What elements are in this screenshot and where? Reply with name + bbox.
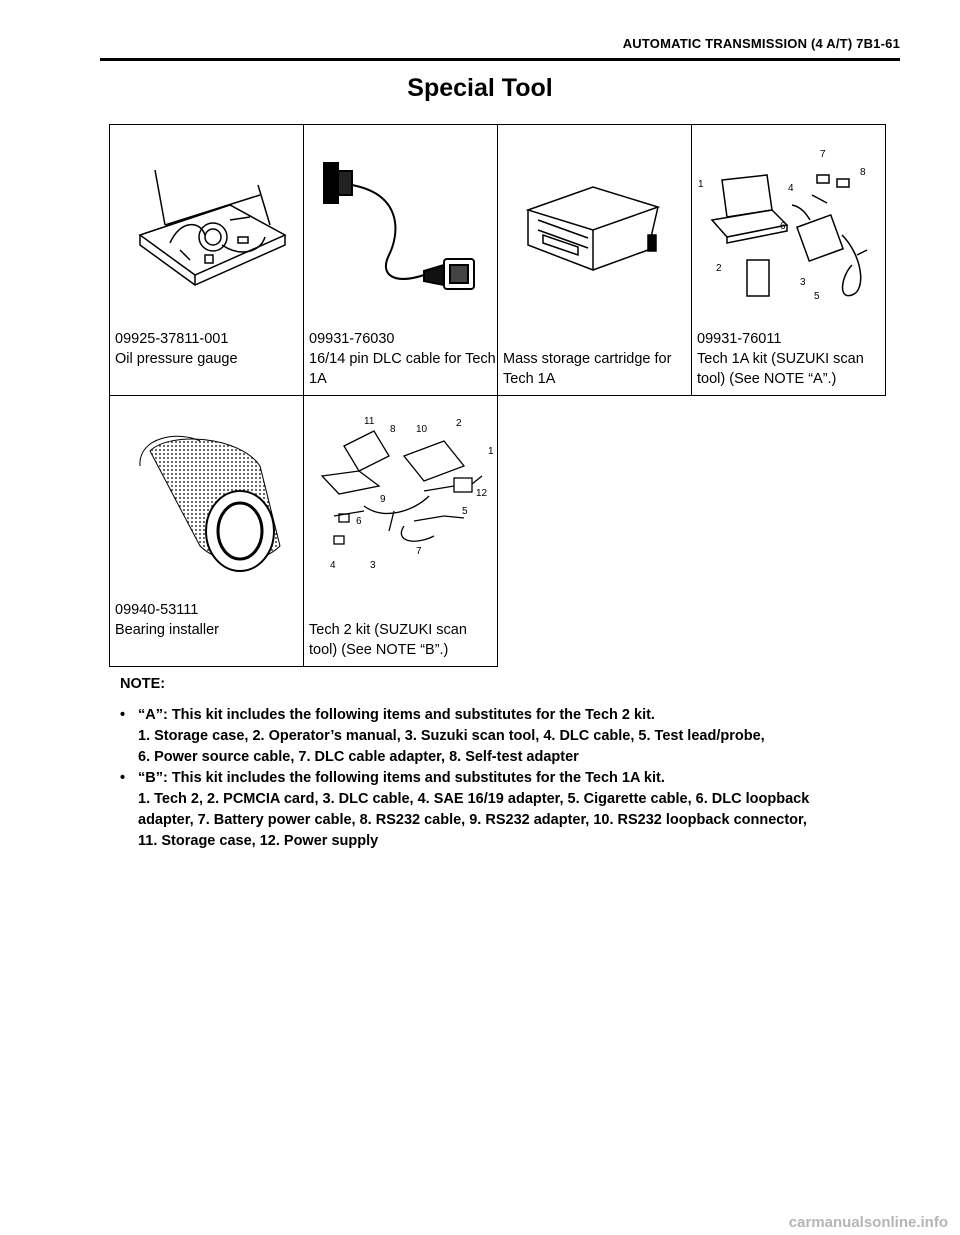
tech2-callout: 6 bbox=[356, 516, 362, 527]
tool-description: Tech 1A kit (SUZUKI scan tool) (See NOTE “A”.) bbox=[697, 351, 864, 387]
tech1a-callout: 3 bbox=[800, 277, 806, 288]
note-line: 1. Storage case, 2. Operator’s manual, 3. Suzuki scan tool, 4. DLC cable, 5. Test lead/probe, bbox=[138, 728, 765, 744]
tool-description: Mass storage cartridge for Tech 1A bbox=[503, 351, 672, 387]
tool-cell bbox=[692, 125, 886, 396]
tool-description: Tech 2 kit (SUZUKI scan tool) (See NOTE “B”.) bbox=[309, 622, 467, 658]
tool-code: 09925-37811-001 bbox=[115, 331, 229, 347]
note-block bbox=[120, 674, 910, 852]
tech2-callout: 12 bbox=[476, 488, 488, 499]
tech1a-callout: 2 bbox=[716, 263, 722, 274]
note-line: 1. Tech 2, 2. PCMCIA card, 3. DLC cable, 4. SAE 16/19 adapter, 5. Cigarette cable, 6. DLC loopback bbox=[138, 791, 810, 807]
note-intro: “B”: This kit includes the following items and substitutes for the Tech 1A kit. bbox=[138, 770, 665, 786]
tool-cell bbox=[110, 396, 304, 667]
tech1a-callout: 4 bbox=[788, 183, 794, 194]
bullet-icon: • bbox=[120, 770, 126, 786]
section-title: AUTOMATIC TRANSMISSION (4 A/T) 7B1-61 bbox=[622, 36, 900, 51]
tech2-callout: 7 bbox=[416, 546, 422, 557]
tech2-callout: 10 bbox=[416, 424, 428, 435]
tool-code: 09931-76030 bbox=[309, 331, 395, 347]
note-heading: NOTE: bbox=[120, 676, 166, 692]
tool-cell bbox=[304, 125, 498, 396]
note-item bbox=[120, 705, 910, 768]
tool-cell bbox=[110, 125, 304, 396]
tech1a-kit-icon bbox=[692, 125, 885, 325]
tech2-callout: 9 bbox=[380, 494, 386, 505]
tech1a-callout: 6 bbox=[780, 221, 786, 232]
empty-cell bbox=[498, 396, 692, 667]
storage-cartridge-icon bbox=[498, 125, 691, 325]
tool-description: Bearing installer bbox=[115, 622, 219, 638]
page-header bbox=[100, 0, 900, 62]
bullet-icon: • bbox=[120, 707, 126, 723]
tech2-callout: 8 bbox=[390, 424, 396, 435]
tool-cell bbox=[498, 125, 692, 396]
dlc-cable-icon bbox=[304, 125, 497, 325]
tech1a-callout: 8 bbox=[860, 167, 866, 178]
bearing-installer-icon bbox=[110, 396, 303, 596]
tech2-callout: 3 bbox=[370, 560, 376, 571]
header-rule bbox=[100, 58, 900, 61]
tech2-callout: 5 bbox=[462, 506, 468, 517]
tool-description: 16/14 pin DLC cable for Tech 1A bbox=[309, 351, 496, 387]
tech2-kit-icon bbox=[304, 396, 497, 596]
note-line: 11. Storage case, 12. Power supply bbox=[138, 833, 379, 849]
tech1a-callout: 7 bbox=[820, 149, 826, 160]
tool-cell bbox=[304, 396, 498, 667]
note-line: 6. Power source cable, 7. DLC cable adapter, 8. Self-test adapter bbox=[138, 749, 579, 765]
tech2-callout: 2 bbox=[456, 418, 462, 429]
page-title: Special Tool bbox=[407, 74, 553, 102]
tool-code: 09940-53111 bbox=[115, 602, 199, 618]
note-list bbox=[120, 705, 910, 852]
note-item bbox=[120, 768, 910, 852]
tech2-callout: 4 bbox=[330, 560, 336, 571]
tool-code: 09931-76011 bbox=[697, 331, 782, 347]
special-tool-table bbox=[109, 124, 886, 667]
tech2-callout: 1 bbox=[488, 446, 494, 457]
empty-cell bbox=[692, 396, 886, 667]
note-intro: “A”: This kit includes the following items and substitutes for the Tech 2 kit. bbox=[138, 707, 655, 723]
tech1a-callout: 1 bbox=[698, 179, 704, 190]
note-line: adapter, 7. Battery power cable, 8. RS232 cable, 9. RS232 adapter, 10. RS232 loopback connector, bbox=[138, 812, 807, 828]
tool-description: Oil pressure gauge bbox=[115, 351, 238, 367]
watermark: carmanualsonline.info bbox=[788, 1214, 948, 1231]
tech1a-callout: 5 bbox=[814, 291, 820, 302]
tech2-callout: 11 bbox=[364, 416, 375, 427]
oil-pressure-gauge-icon bbox=[110, 125, 303, 325]
